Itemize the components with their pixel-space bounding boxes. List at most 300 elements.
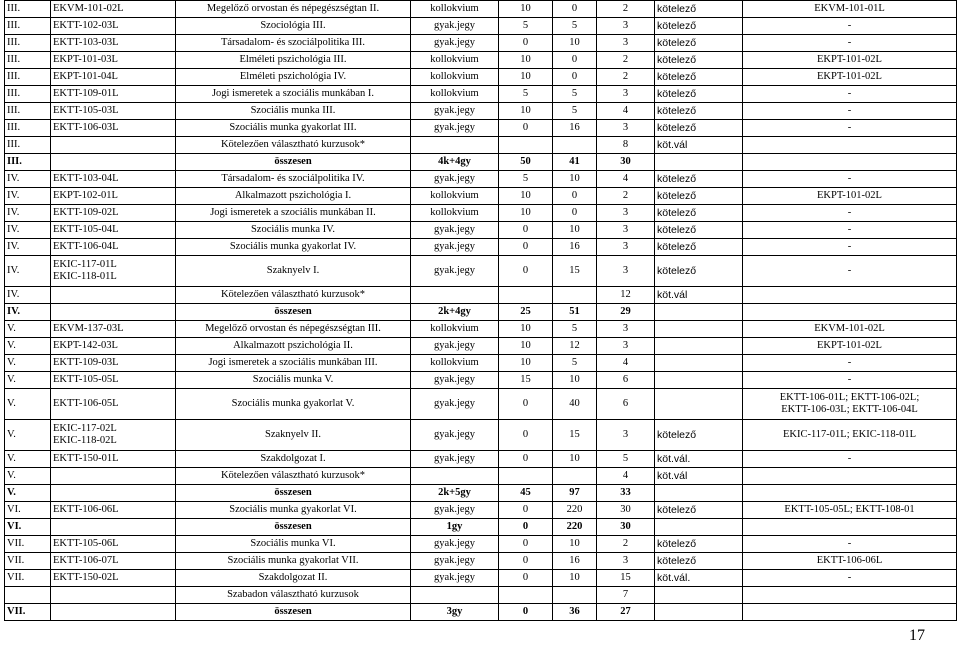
course-code-cell [51, 304, 176, 321]
prerequisite-cell: - [743, 256, 957, 287]
status-cell: kötelező [655, 1, 743, 18]
course-row [5, 355, 957, 372]
lecture-hours-cell: 0 [499, 519, 553, 536]
prerequisite-cell [743, 587, 957, 604]
prerequisite: EKTT-106-01L; EKTT-106-02L; [779, 392, 920, 403]
course-row [5, 256, 957, 287]
course-code-cell: EKTT-106-06L [51, 502, 176, 519]
semester-cell: IV. [5, 304, 51, 321]
prerequisite-cell [743, 519, 957, 536]
status-cell: kötelező [655, 239, 743, 256]
practice-hours-cell: 220 [553, 502, 597, 519]
lecture-hours-cell: 10 [499, 69, 553, 86]
credits-cell: 30 [597, 502, 655, 519]
course-row [5, 52, 957, 69]
course-code-cell: EKPT-142-03L [51, 338, 176, 355]
course-row [5, 536, 957, 553]
credits-cell: 3 [597, 338, 655, 355]
prerequisite-cell: - [743, 451, 957, 468]
lecture-hours-cell: 0 [499, 536, 553, 553]
practice-hours-cell [553, 468, 597, 485]
semester-cell: III. [5, 120, 51, 137]
practice-hours-cell: 0 [553, 52, 597, 69]
prerequisite-cell: EKVM-101-02L [743, 321, 957, 338]
course-code-cell [51, 287, 176, 304]
curriculum-table [4, 0, 957, 621]
course-row [5, 171, 957, 188]
status-cell [655, 355, 743, 372]
course-code-cell [51, 468, 176, 485]
requirement-cell [411, 468, 499, 485]
prerequisite-cell: - [743, 570, 957, 587]
course-code-cell: EKTT-150-01L [51, 451, 176, 468]
semester-total-row [5, 485, 957, 502]
requirement-cell: gyak.jegy [411, 536, 499, 553]
lecture-hours-cell: 5 [499, 171, 553, 188]
course-name-cell: Jogi ismeretek a szociális munkában III. [176, 355, 411, 372]
lecture-hours-cell: 0 [499, 222, 553, 239]
prerequisite-cell [743, 287, 957, 304]
course-name-cell: Szociális munka gyakorlat VII. [176, 553, 411, 570]
lecture-hours-cell: 10 [499, 188, 553, 205]
course-row [5, 86, 957, 103]
semester-cell: III. [5, 35, 51, 52]
lecture-hours-cell: 0 [499, 239, 553, 256]
practice-hours-cell [553, 287, 597, 304]
prerequisite-cell: - [743, 355, 957, 372]
course-name-cell: Kötelezően választható kurzusok* [176, 287, 411, 304]
lecture-hours-cell: 0 [499, 256, 553, 287]
practice-hours-cell: 97 [553, 485, 597, 502]
prerequisite-cell [743, 468, 957, 485]
course-name-cell: Szociális munka V. [176, 372, 411, 389]
status-cell: kötelező [655, 18, 743, 35]
course-name-cell: Alkalmazott pszichológia I. [176, 188, 411, 205]
practice-hours-cell: 10 [553, 171, 597, 188]
practice-hours-cell: 0 [553, 1, 597, 18]
credits-cell: 2 [597, 1, 655, 18]
course-row [5, 338, 957, 355]
practice-hours-cell: 36 [553, 604, 597, 621]
course-code-cell: EKTT-106-07L [51, 553, 176, 570]
credits-cell: 29 [597, 304, 655, 321]
practice-hours-cell: 5 [553, 18, 597, 35]
semester-cell [5, 587, 51, 604]
lecture-hours-cell: 10 [499, 205, 553, 222]
status-cell [655, 519, 743, 536]
course-row [5, 239, 957, 256]
course-row [5, 468, 957, 485]
course-name-cell: összesen [176, 519, 411, 536]
requirement-cell: kollokvium [411, 205, 499, 222]
course-row [5, 69, 957, 86]
lecture-hours-cell: 0 [499, 604, 553, 621]
course-code-secondary: EKIC-118-02L [53, 435, 117, 446]
status-cell: kötelező [655, 120, 743, 137]
course-row [5, 389, 957, 420]
semester-cell: IV. [5, 287, 51, 304]
practice-hours-cell: 16 [553, 553, 597, 570]
prerequisite-cell: - [743, 35, 957, 52]
requirement-cell: kollokvium [411, 1, 499, 18]
semester-cell: V. [5, 451, 51, 468]
credits-cell: 3 [597, 205, 655, 222]
semester-cell: VI. [5, 502, 51, 519]
course-row [5, 120, 957, 137]
status-cell [655, 485, 743, 502]
lecture-hours-cell: 10 [499, 1, 553, 18]
requirement-cell: gyak.jegy [411, 502, 499, 519]
practice-hours-cell [553, 137, 597, 154]
credits-cell: 2 [597, 536, 655, 553]
course-code: EKIC-117-01L [53, 259, 117, 270]
prerequisite-cell: EKPT-101-02L [743, 52, 957, 69]
status-cell [655, 154, 743, 171]
practice-hours-cell: 5 [553, 86, 597, 103]
requirement-cell: gyak.jegy [411, 239, 499, 256]
semester-total-row [5, 154, 957, 171]
semester-cell: VII. [5, 536, 51, 553]
status-cell: kötelező [655, 205, 743, 222]
requirement-cell [411, 287, 499, 304]
lecture-hours-cell: 0 [499, 502, 553, 519]
practice-hours-cell: 10 [553, 451, 597, 468]
course-name-cell: Szociális munka gyakorlat VI. [176, 502, 411, 519]
lecture-hours-cell: 50 [499, 154, 553, 171]
practice-hours-cell: 0 [553, 205, 597, 222]
credits-cell: 3 [597, 321, 655, 338]
status-cell: kötelező [655, 69, 743, 86]
semester-cell: IV. [5, 239, 51, 256]
practice-hours-cell: 41 [553, 154, 597, 171]
course-code-cell: EKTT-109-03L [51, 355, 176, 372]
semester-cell: III. [5, 69, 51, 86]
lecture-hours-cell: 10 [499, 355, 553, 372]
requirement-cell: 2k+4gy [411, 304, 499, 321]
requirement-cell: gyak.jegy [411, 553, 499, 570]
status-cell: köt.vál. [655, 451, 743, 468]
course-code-cell [51, 604, 176, 621]
status-cell [655, 372, 743, 389]
course-name-cell: Szociális munka VI. [176, 536, 411, 553]
status-cell [655, 604, 743, 621]
semester-cell: V. [5, 485, 51, 502]
prerequisite-cell: EKPT-101-02L [743, 69, 957, 86]
lecture-hours-cell: 5 [499, 86, 553, 103]
credits-cell: 15 [597, 570, 655, 587]
lecture-hours-cell: 10 [499, 52, 553, 69]
course-row [5, 222, 957, 239]
course-row [5, 451, 957, 468]
course-row [5, 1, 957, 18]
prerequisite-cell: - [743, 536, 957, 553]
course-name-cell: Szociális munka gyakorlat IV. [176, 239, 411, 256]
semester-cell: III. [5, 154, 51, 171]
semester-total-row [5, 304, 957, 321]
credits-cell: 3 [597, 18, 655, 35]
course-name-cell: Szakdolgozat II. [176, 570, 411, 587]
course-row [5, 188, 957, 205]
semester-cell: III. [5, 103, 51, 120]
course-row [5, 287, 957, 304]
status-cell: kötelező [655, 256, 743, 287]
prerequisite-cell: - [743, 205, 957, 222]
course-code-cell: EKTT-109-01L [51, 86, 176, 103]
practice-hours-cell: 16 [553, 120, 597, 137]
credits-cell: 3 [597, 420, 655, 451]
status-cell: kötelező [655, 103, 743, 120]
semester-cell: V. [5, 338, 51, 355]
status-cell: kötelező [655, 502, 743, 519]
credits-cell: 3 [597, 239, 655, 256]
credits-cell: 30 [597, 154, 655, 171]
status-cell [655, 304, 743, 321]
requirement-cell: 3gy [411, 604, 499, 621]
practice-hours-cell: 0 [553, 188, 597, 205]
requirement-cell: kollokvium [411, 188, 499, 205]
practice-hours-cell: 15 [553, 420, 597, 451]
status-cell: köt.vál. [655, 570, 743, 587]
course-code-cell [51, 137, 176, 154]
credits-cell: 3 [597, 86, 655, 103]
practice-hours-cell: 10 [553, 35, 597, 52]
course-code-cell: EKTT-105-04L [51, 222, 176, 239]
status-cell: kötelező [655, 171, 743, 188]
credits-cell: 3 [597, 553, 655, 570]
status-cell [655, 321, 743, 338]
requirement-cell: 2k+5gy [411, 485, 499, 502]
credits-cell: 3 [597, 35, 655, 52]
course-code-cell [51, 256, 176, 287]
requirement-cell: gyak.jegy [411, 570, 499, 587]
lecture-hours-cell [499, 137, 553, 154]
requirement-cell: gyak.jegy [411, 389, 499, 420]
semester-total-row [5, 604, 957, 621]
lecture-hours-cell: 0 [499, 35, 553, 52]
course-name-cell: Elméleti pszichológia IV. [176, 69, 411, 86]
practice-hours-cell: 220 [553, 519, 597, 536]
practice-hours-cell: 5 [553, 321, 597, 338]
curriculum-table-body [5, 1, 957, 621]
requirement-cell: gyak.jegy [411, 103, 499, 120]
course-code-cell [51, 485, 176, 502]
requirement-cell: gyak.jegy [411, 256, 499, 287]
course-name-cell: Kötelezően választható kurzusok* [176, 137, 411, 154]
course-code-cell: EKTT-150-02L [51, 570, 176, 587]
prerequisite-cell: - [743, 239, 957, 256]
course-code-cell [51, 519, 176, 536]
course-row [5, 587, 957, 604]
prerequisite-cell [743, 154, 957, 171]
requirement-cell: kollokvium [411, 355, 499, 372]
lecture-hours-cell: 10 [499, 103, 553, 120]
prerequisite-cell: - [743, 103, 957, 120]
status-cell: kötelező [655, 35, 743, 52]
semester-cell: III. [5, 18, 51, 35]
lecture-hours-cell: 25 [499, 304, 553, 321]
practice-hours-cell: 5 [553, 103, 597, 120]
semester-cell: IV. [5, 188, 51, 205]
status-cell: köt.vál [655, 468, 743, 485]
credits-cell: 4 [597, 103, 655, 120]
prerequisite-cell [743, 137, 957, 154]
course-name-cell: Alkalmazott pszichológia II. [176, 338, 411, 355]
status-cell: köt.vál [655, 287, 743, 304]
course-code-cell: EKTT-102-03L [51, 18, 176, 35]
credits-cell: 6 [597, 389, 655, 420]
course-code-cell [51, 154, 176, 171]
course-code-cell: EKVM-137-03L [51, 321, 176, 338]
status-cell: kötelező [655, 536, 743, 553]
practice-hours-cell: 10 [553, 222, 597, 239]
requirement-cell: kollokvium [411, 69, 499, 86]
prerequisite-cell: EKTT-105-05L; EKTT-108-01 [743, 502, 957, 519]
status-cell: kötelező [655, 52, 743, 69]
requirement-cell: kollokvium [411, 86, 499, 103]
requirement-cell: kollokvium [411, 52, 499, 69]
lecture-hours-cell [499, 287, 553, 304]
practice-hours-cell: 16 [553, 239, 597, 256]
lecture-hours-cell: 0 [499, 389, 553, 420]
status-cell [655, 338, 743, 355]
requirement-cell: gyak.jegy [411, 18, 499, 35]
practice-hours-cell: 15 [553, 256, 597, 287]
lecture-hours-cell [499, 587, 553, 604]
credits-cell: 3 [597, 222, 655, 239]
credits-cell: 30 [597, 519, 655, 536]
course-row [5, 35, 957, 52]
requirement-cell: 4k+4gy [411, 154, 499, 171]
credits-cell: 8 [597, 137, 655, 154]
lecture-hours-cell: 0 [499, 120, 553, 137]
course-name-cell: Szociális munka III. [176, 103, 411, 120]
semester-cell: VI. [5, 519, 51, 536]
prerequisite-cell: EKVM-101-01L [743, 1, 957, 18]
course-code-cell: EKTT-105-03L [51, 103, 176, 120]
semester-cell: V. [5, 468, 51, 485]
course-name-cell: Társadalom- és szociálpolitika IV. [176, 171, 411, 188]
course-name-cell: Kötelezően választható kurzusok* [176, 468, 411, 485]
lecture-hours-cell: 0 [499, 420, 553, 451]
credits-cell: 5 [597, 451, 655, 468]
credits-cell: 33 [597, 485, 655, 502]
course-name-cell: Megelőző orvostan és népegészségtan III. [176, 321, 411, 338]
course-code-cell [51, 420, 176, 451]
course-name-cell: Elméleti pszichológia III. [176, 52, 411, 69]
semester-cell: IV. [5, 222, 51, 239]
lecture-hours-cell: 5 [499, 18, 553, 35]
prerequisite-cell: EKPT-101-02L [743, 188, 957, 205]
requirement-cell [411, 137, 499, 154]
requirement-cell: gyak.jegy [411, 338, 499, 355]
lecture-hours-cell: 0 [499, 451, 553, 468]
course-name-cell: összesen [176, 304, 411, 321]
requirement-cell: gyak.jegy [411, 420, 499, 451]
practice-hours-cell: 40 [553, 389, 597, 420]
course-code-cell: EKPT-102-01L [51, 188, 176, 205]
lecture-hours-cell: 15 [499, 372, 553, 389]
semester-cell: III. [5, 86, 51, 103]
course-name-cell: Jogi ismeretek a szociális munkában II. [176, 205, 411, 222]
prerequisite-cell [743, 604, 957, 621]
course-code-cell: EKTT-103-03L [51, 35, 176, 52]
status-cell [655, 587, 743, 604]
lecture-hours-cell [499, 468, 553, 485]
status-cell: kötelező [655, 222, 743, 239]
course-row [5, 18, 957, 35]
semester-cell: VII. [5, 604, 51, 621]
credits-cell: 3 [597, 256, 655, 287]
lecture-hours-cell: 0 [499, 570, 553, 587]
practice-hours-cell: 0 [553, 69, 597, 86]
lecture-hours-cell: 10 [499, 321, 553, 338]
semester-cell: V. [5, 420, 51, 451]
practice-hours-cell: 10 [553, 372, 597, 389]
practice-hours-cell: 12 [553, 338, 597, 355]
lecture-hours-cell: 0 [499, 553, 553, 570]
course-row [5, 103, 957, 120]
prerequisite-cell: - [743, 171, 957, 188]
semester-cell: V. [5, 389, 51, 420]
lecture-hours-cell: 10 [499, 338, 553, 355]
course-code-cell: EKTT-103-04L [51, 171, 176, 188]
requirement-cell: 1gy [411, 519, 499, 536]
course-row [5, 137, 957, 154]
semester-cell: V. [5, 355, 51, 372]
prerequisite-cell [743, 389, 957, 420]
semester-cell: III. [5, 1, 51, 18]
prerequisite-cell: - [743, 372, 957, 389]
prerequisite-cell: EKPT-101-02L [743, 338, 957, 355]
practice-hours-cell: 5 [553, 355, 597, 372]
semester-cell: V. [5, 372, 51, 389]
prerequisite-cell: - [743, 120, 957, 137]
credits-cell: 4 [597, 355, 655, 372]
credits-cell: 4 [597, 468, 655, 485]
practice-hours-cell [553, 587, 597, 604]
semester-cell: IV. [5, 256, 51, 287]
semester-cell: VII. [5, 570, 51, 587]
semester-cell: III. [5, 137, 51, 154]
credits-cell: 6 [597, 372, 655, 389]
semester-cell: VII. [5, 553, 51, 570]
requirement-cell: gyak.jegy [411, 120, 499, 137]
course-name-cell: Szociológia III. [176, 18, 411, 35]
credits-cell: 2 [597, 52, 655, 69]
credits-cell: 12 [597, 287, 655, 304]
semester-cell: IV. [5, 171, 51, 188]
semester-total-row [5, 519, 957, 536]
course-name-cell: Szaknyelv I. [176, 256, 411, 287]
course-name-cell: Jogi ismeretek a szociális munkában I. [176, 86, 411, 103]
prerequisite-cell: - [743, 222, 957, 239]
semester-cell: III. [5, 52, 51, 69]
requirement-cell [411, 587, 499, 604]
status-cell: kötelező [655, 188, 743, 205]
prerequisite-cell: - [743, 86, 957, 103]
requirement-cell: kollokvium [411, 321, 499, 338]
course-name-cell: Szabadon választható kurzusok [176, 587, 411, 604]
course-code-cell: EKTT-106-05L [51, 389, 176, 420]
course-name-cell: Társadalom- és szociálpolitika III. [176, 35, 411, 52]
requirement-cell: gyak.jegy [411, 372, 499, 389]
practice-hours-cell: 10 [553, 570, 597, 587]
course-row [5, 321, 957, 338]
requirement-cell: gyak.jegy [411, 171, 499, 188]
practice-hours-cell: 10 [553, 536, 597, 553]
course-row [5, 205, 957, 222]
lecture-hours-cell: 45 [499, 485, 553, 502]
